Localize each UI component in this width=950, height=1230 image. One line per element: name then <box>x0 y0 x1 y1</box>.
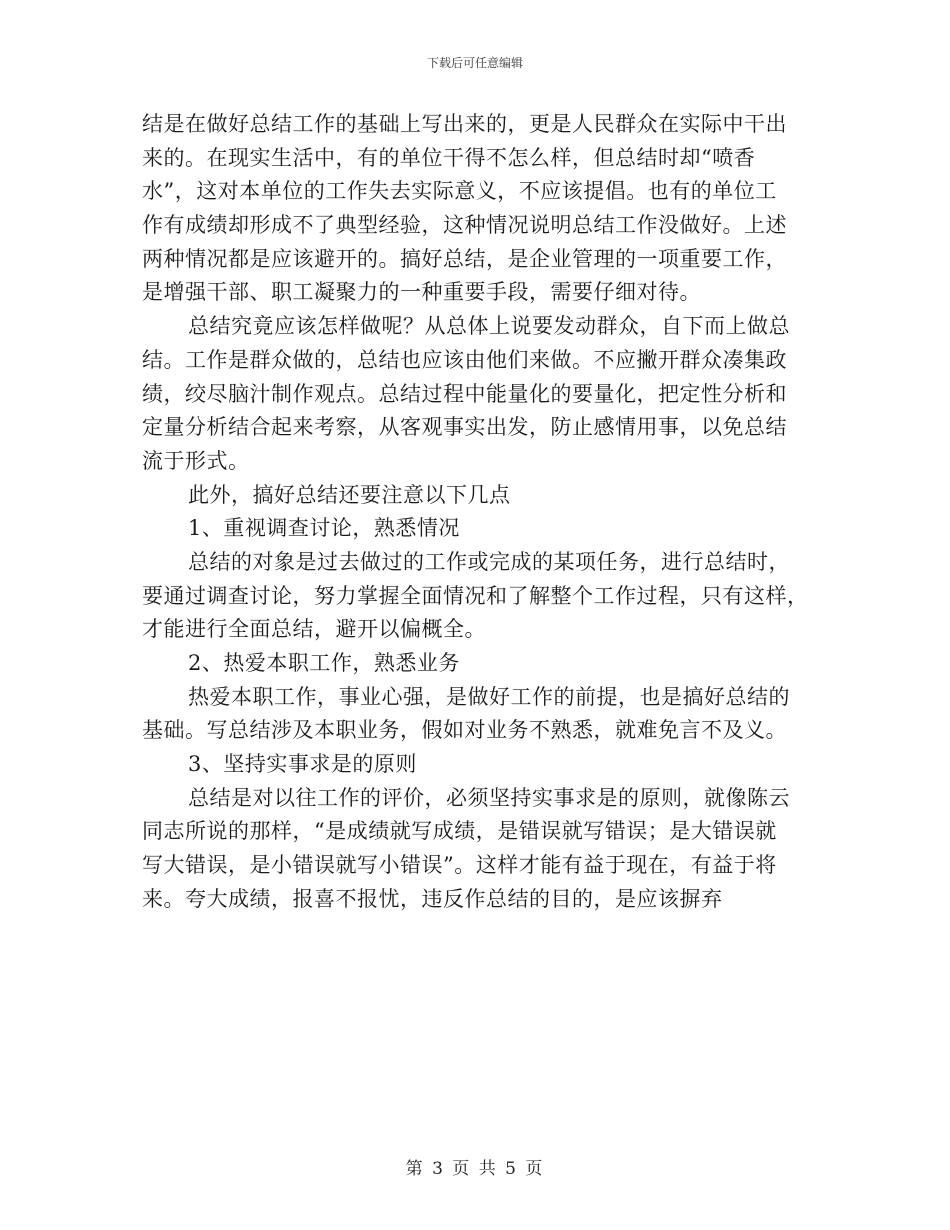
text-line: 才能进行全面总结，避开以偏概全。 <box>142 617 486 642</box>
text-line: 结。工作是群众做的，总结也应该由他们来做。不应撇开群众凑集政 <box>142 347 787 372</box>
text-line: 绩，绞尽脑汁制作观点。总结过程中能量化的要量化，把定性分析和 <box>142 381 787 406</box>
document-body <box>142 108 808 917</box>
text-line: 总结的对象是过去做过的工作或完成的某项任务，进行总结时， <box>188 549 790 574</box>
text-line: 两种情况都是应该避开的。搞好总结，是企业管理的一项重要工作， <box>142 246 787 271</box>
text-line: 热爱本职工作，事业心强，是做好工作的前提，也是搞好总结的 <box>188 684 790 709</box>
text-line: 要通过调查讨论，努力掌握全面情况和了解整个工作过程，只有这样， <box>142 583 809 608</box>
text-line: 3、坚持实事求是的原则 <box>188 752 417 777</box>
text-line: 来。夸大成绩，报喜不报忧，违反作总结的目的，是应该摒弃 <box>142 886 723 911</box>
text-line: 2、热爱本职工作，熟悉业务 <box>188 651 460 675</box>
text-line: 定量分析结合起来考察，从客观事实出发，防止感情用事，以免总结 <box>142 415 787 440</box>
text-line: 基础。写总结涉及本职业务，假如对业务不熟悉，就难免言不及义。 <box>142 718 787 743</box>
text-line: 总结究竟应该怎样做呢？从总体上说要发动群众，自下而上做总 <box>188 314 790 339</box>
text-line: 此外，搞好总结还要注意以下几点 <box>188 482 511 507</box>
text-line: 流于形式。 <box>142 448 250 473</box>
text-line: 写大错误，是小错误就写小错误”。这样才能有益于现在，有益于将 <box>142 853 777 878</box>
page-number-footer: 第 3 页 共 5 页 <box>405 1159 545 1179</box>
text-line: 来的。在现实生活中，有的单位干得不怎么样，但总结时却“喷香 <box>142 145 756 170</box>
text-line: 总结是对以往工作的评价，必须坚持实事求是的原则，就像陈云 <box>188 785 790 810</box>
text-line: 水”，这对本单位的工作失去实际意义，不应该提倡。也有的单位工 <box>142 179 777 204</box>
page-header: 下载后可任意编辑 <box>426 56 523 70</box>
text-line: 同志所说的那样，“是成绩就写成绩，是错误就写错误；是大错误就 <box>142 819 777 844</box>
text-line: 是增强干部、职工凝聚力的一种重要手段，需要仔细对待。 <box>142 280 701 305</box>
text-line: 1、重视调查讨论，熟悉情况 <box>188 516 460 541</box>
text-line: 作有成绩却形成不了典型经验，这种情况说明总结工作没做好。上述 <box>142 213 787 238</box>
text-line: 结是在做好总结工作的基础上写出来的，更是人民群众在实际中干出 <box>142 112 787 136</box>
